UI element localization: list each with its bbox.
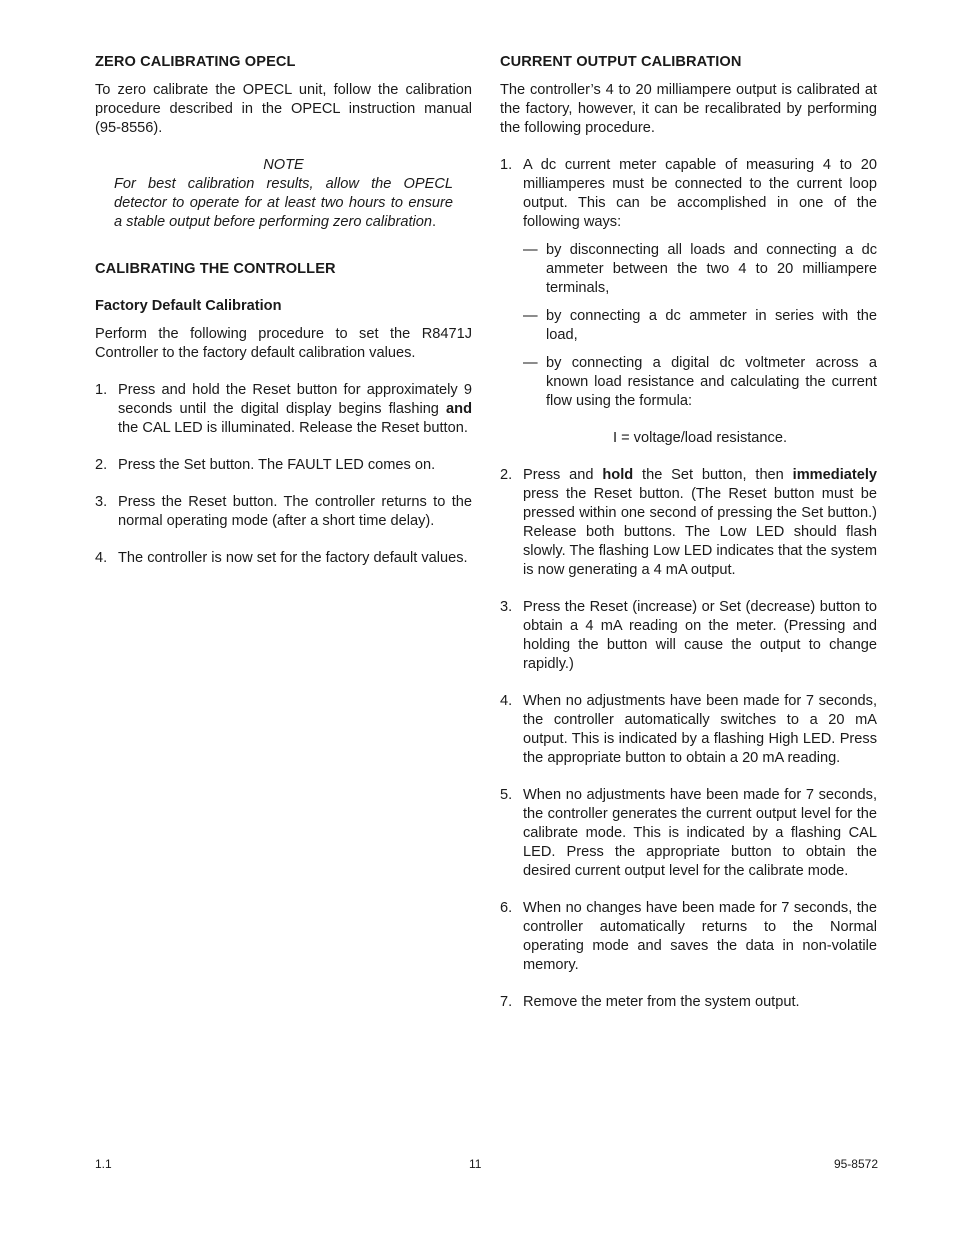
step-text: When no adjustments have been made for 7 seconds, the controller generates the current output level for the calibrate mode. This is indicated by a flashing CAL LED. Press the appropriate button to obtain the desired current output level for the calibrate mode. — [523, 787, 877, 879]
section-heading-current-output: CURRENT OUTPUT CALIBRATION — [500, 54, 742, 70]
footer-page-number: 11 — [469, 1157, 482, 1171]
option-text: by disconnecting all loads and connecting a dc ammeter between the two 4 to 20 milliampere terminals, — [546, 242, 877, 296]
section-heading-zero-calibrating: ZERO CALIBRATING OPECL — [95, 54, 296, 70]
footer-revision: 1.1 — [95, 1157, 112, 1171]
step-number: 2. — [500, 467, 513, 483]
step-text — [118, 381, 472, 438]
step-number: 7. — [500, 994, 513, 1010]
dash-marker: — — [523, 242, 538, 258]
factory-default-paragraph: Perform the following procedure to set the R8471J Controller to the factory default calibration values. — [95, 326, 472, 361]
meter-options-list — [523, 241, 877, 411]
note-period: . — [432, 214, 437, 230]
list-item — [500, 993, 877, 1012]
list-item — [95, 549, 472, 568]
step-text-bold: hold — [602, 467, 634, 483]
step-text: Press the Reset (increase) or Set (decrease) button to obtain a 4 mA reading on the meter. (Pressing and holding the button will cause the output to change rapidly.) — [523, 599, 877, 672]
step-text-part: Press and hold the Reset button for approximately 9 seconds until the digital display begins flashing — [118, 382, 472, 417]
step-number: 1. — [500, 157, 513, 173]
option-text: by connecting a digital dc voltmeter across a known load resistance and calculating the current flow using the formula: — [546, 355, 877, 409]
current-output-intro: The controller’s 4 to 20 milliampere output is calibrated at the factory, however, it can be recalibrated by performing the following procedure. — [500, 82, 877, 136]
option-text: by connecting a dc ammeter in series with the load, — [546, 308, 877, 343]
step-number: 1. — [95, 382, 108, 398]
step-text — [523, 466, 877, 580]
zero-calibrating-paragraph: To zero calibrate the OPECL unit, follow the calibration procedure described in the OPECL instruction manual (95-8556). — [95, 82, 472, 136]
dash-marker: — — [523, 308, 538, 324]
list-item — [500, 692, 877, 768]
list-item — [95, 381, 472, 438]
step-number: 6. — [500, 900, 513, 916]
step-text: When no adjustments have been made for 7 seconds, the controller automatically switches to a 20 mA output. This is indicated by a flashing High LED. Press the appropriate button to obtain a 20 mA reading. — [523, 693, 877, 766]
step-text-part: the CAL LED is illuminated. Release the Reset button. — [118, 420, 468, 436]
step-number: 3. — [95, 494, 108, 510]
step-text-bold: and — [446, 401, 472, 417]
step-number: 4. — [500, 693, 513, 709]
step-text-part: A dc current meter capable of measuring 4 to 20 milliamperes must be connected to the current loop output. This can be accomplished in one of the following ways: — [523, 157, 877, 230]
step-number: 2. — [95, 457, 108, 473]
step-number: 4. — [95, 550, 108, 566]
step-number: 3. — [500, 599, 513, 615]
step-text: Remove the meter from the system output. — [523, 994, 800, 1010]
step-text: When no changes have been made for 7 seconds, the controller automatically returns to the Normal operating mode and saves the data in non-volatile memory. — [523, 900, 877, 973]
note-body — [114, 175, 453, 232]
list-item — [95, 456, 472, 475]
current-output-steps-list — [500, 156, 877, 1012]
step-text-bold: immediately — [792, 467, 878, 483]
step-text — [523, 156, 877, 448]
list-item — [500, 786, 877, 881]
step-text-part: Press and — [523, 467, 603, 483]
dash-marker: — — [523, 355, 538, 371]
list-item — [523, 241, 877, 298]
factory-steps-list — [95, 381, 472, 568]
left-column — [95, 53, 472, 586]
step-text: The controller is now set for the factory default values. — [118, 550, 468, 566]
right-column — [500, 53, 877, 1030]
section-heading-calibrating-controller: CALIBRATING THE CONTROLLER — [95, 261, 336, 277]
step-text: Press the Set button. The FAULT LED comes on. — [118, 457, 436, 473]
note-title: NOTE — [263, 157, 304, 173]
step-number: 5. — [500, 787, 513, 803]
list-item — [500, 899, 877, 975]
list-item — [500, 466, 877, 580]
step-text-part: press the Reset button. (The Reset button must be pressed within one second of pressing the Set button.) Release both buttons. The Low LED should flash slowly. The flashing Low LED indicates that the system is now generating a 4 mA output. — [523, 486, 877, 578]
subsection-heading-factory-default: Factory Default Calibration — [95, 298, 282, 314]
step-text-part: the Set button, then — [633, 467, 793, 483]
list-item — [523, 307, 877, 345]
list-item — [95, 493, 472, 531]
formula: I = voltage/load resistance. — [612, 430, 787, 446]
list-item — [523, 354, 877, 411]
footer-document-number: 95-8572 — [833, 1157, 878, 1171]
step-text: Press the Reset button. The controller returns to the normal operating mode (after a short time delay). — [118, 494, 472, 529]
list-item — [500, 598, 877, 674]
list-item — [500, 156, 877, 448]
note-box — [114, 156, 453, 232]
note-text: For best calibration results, allow the OPECL detector to operate for at least two hours to ensure a stable output before performing zero calibration — [114, 176, 453, 230]
